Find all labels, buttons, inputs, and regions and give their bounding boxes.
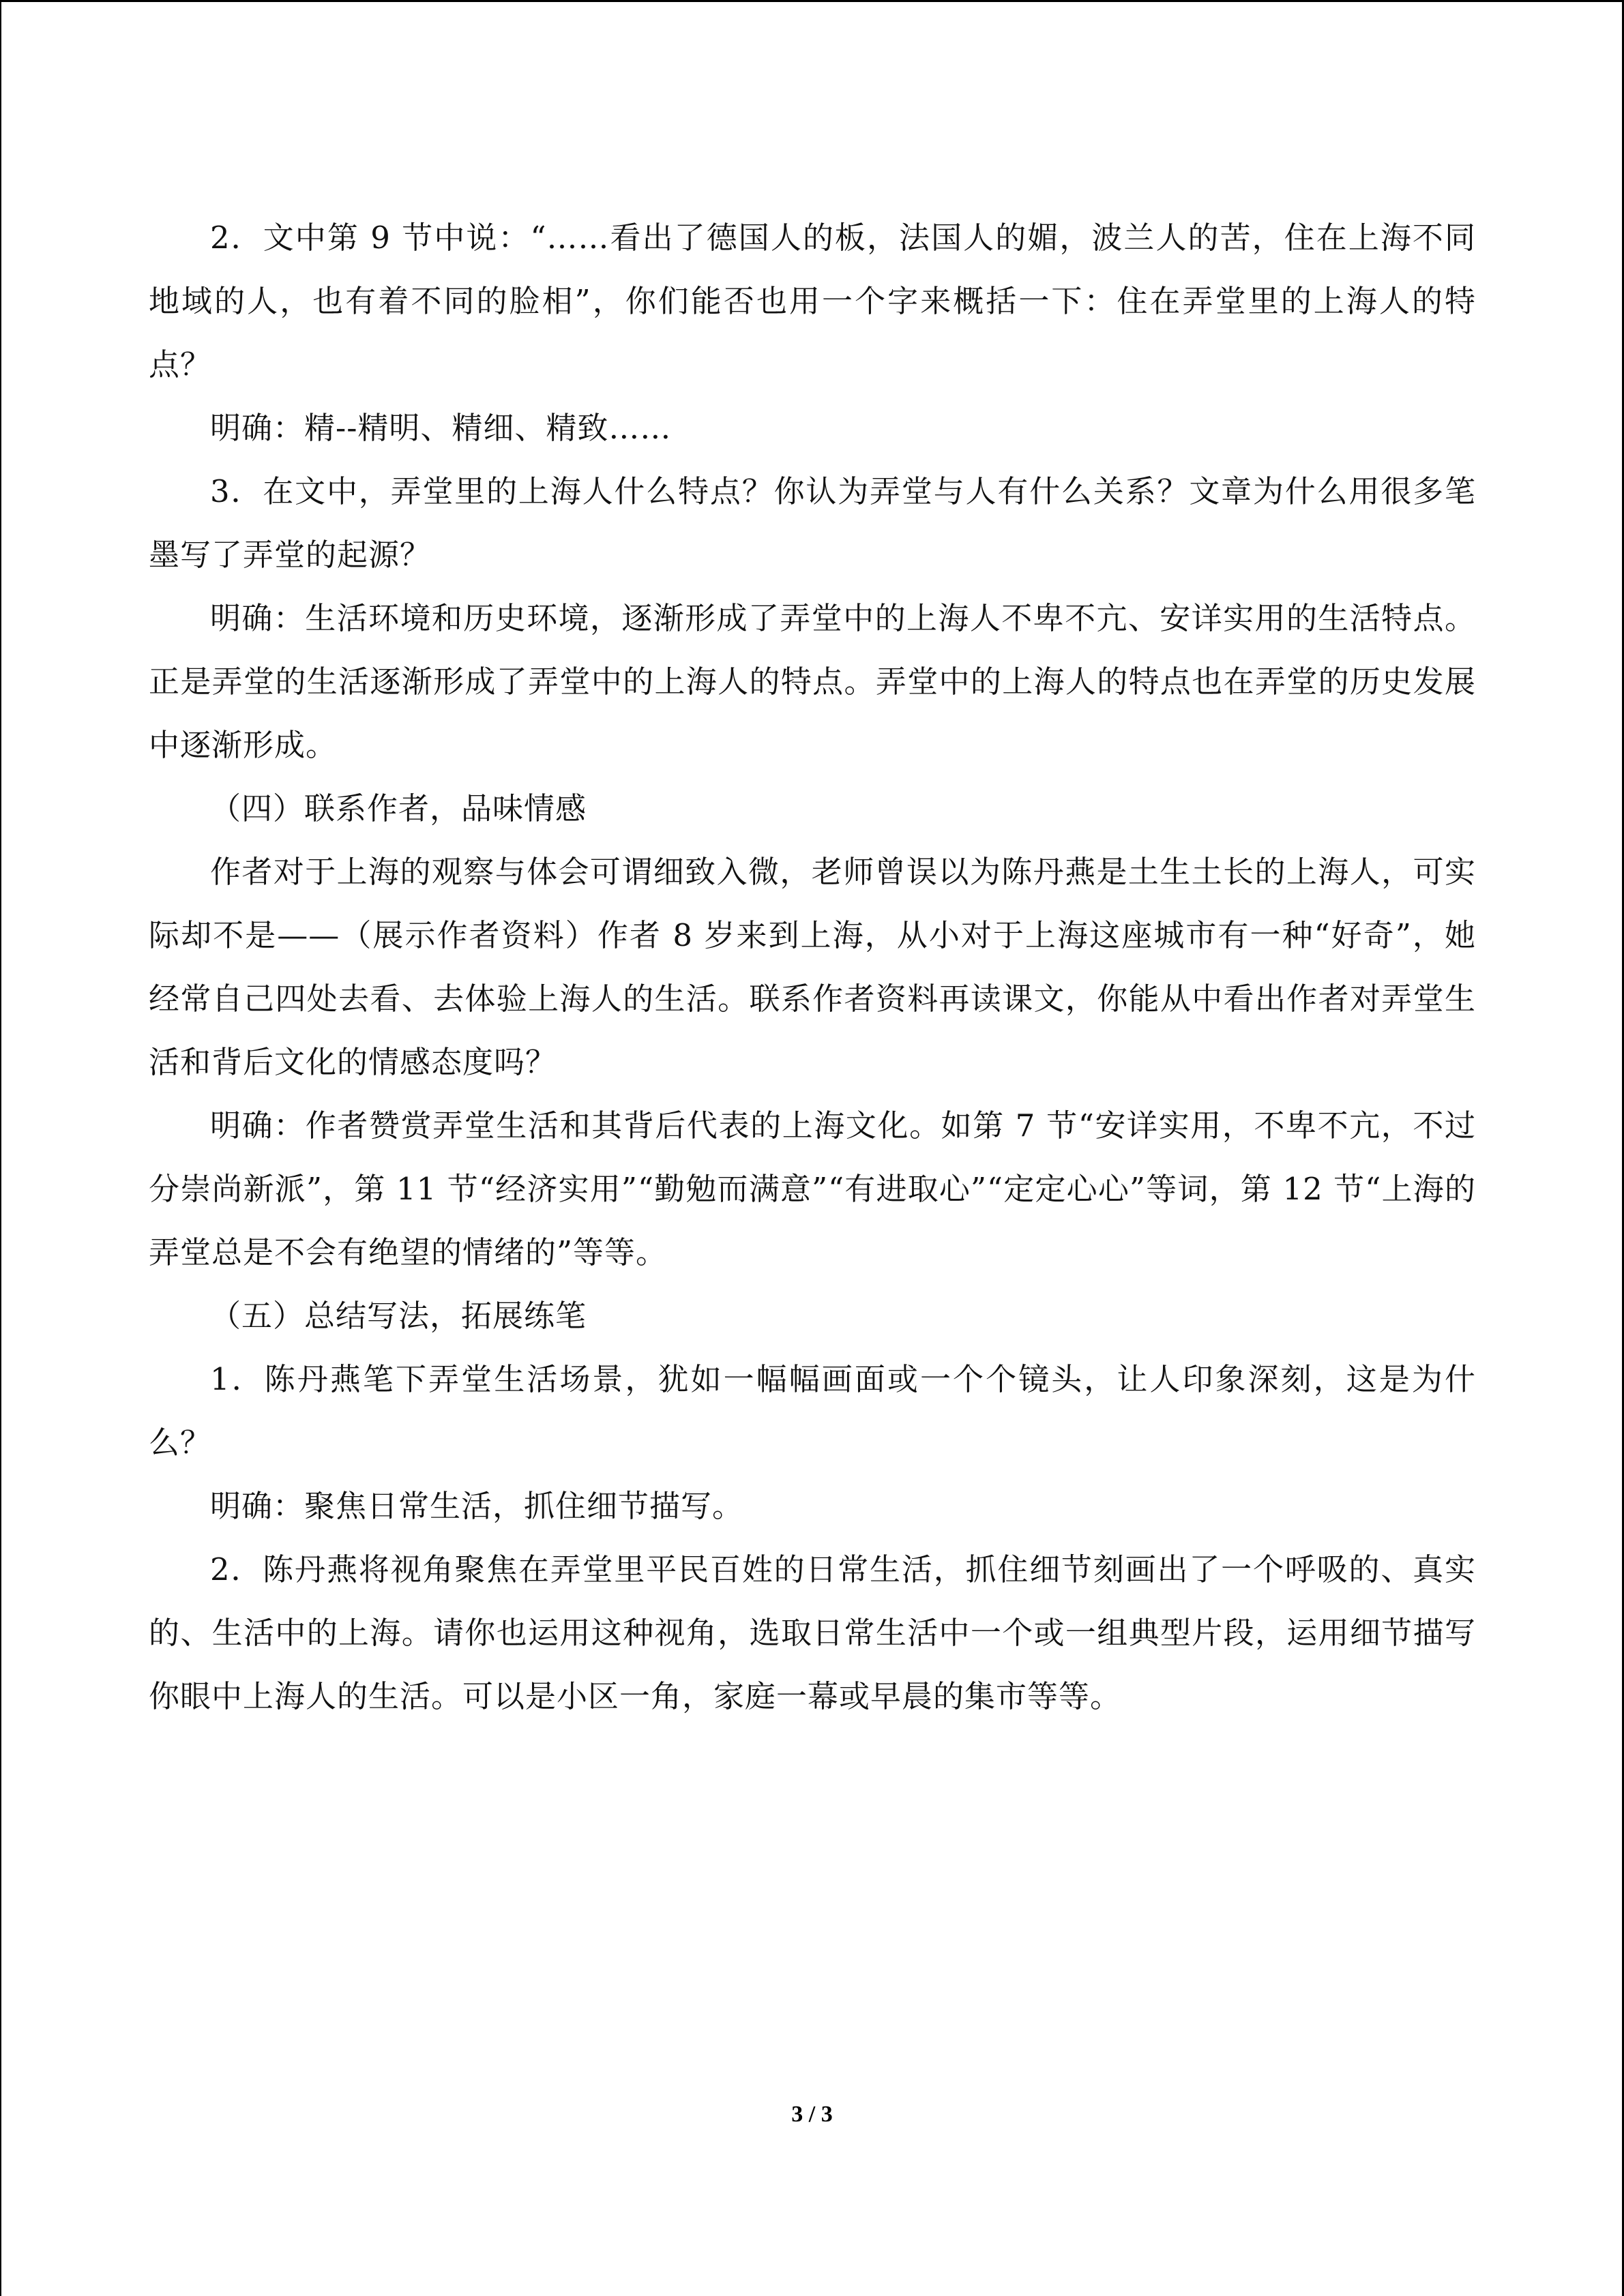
- summary-question-1-paragraph: 1．陈丹燕笔下弄堂生活场景，犹如一幅幅画面或一个个镜头，让人印象深刻，这是为什么？: [149, 1361, 1476, 1461]
- section-heading-4: （四）联系作者，品味情感: [210, 790, 587, 826]
- page-border-left: [0, 0, 1, 2296]
- question-2-paragraph: 2．文中第 9 节中说：“……看出了德国人的板，法国人的媚，波兰人的苦，住在上海不同地域的人，也有着不同的脸相”，你们能否也用一个字来概括一下：住在弄堂里的上海人的特点？: [149, 220, 1476, 383]
- author-context-paragraph: 作者对于上海的观察与体会可谓细致入微，老师曾误以为陈丹燕是土生土长的上海人，可实际却不是——（展示作者资料）作者 8 岁来到上海，从小对于上海这座城市有一种“好奇”，她经常自己四处去看、去体验上海人的生活。联系作者资料再读课文，你能从中看出作者对弄堂生活和背后文化的情感态度吗？: [149, 854, 1476, 1080]
- answer-2-paragraph: 明确：精--精明、精细、精致……: [210, 410, 672, 446]
- writing-task-paragraph: 2．陈丹燕将视角聚焦在弄堂里平民百姓的日常生活，抓住细节刻画出了一个呼吸的、真实的、生活中的上海。请你也运用这种视角，选取日常生活中一个或一组典型片段，运用细节描写你眼中上海人的生活。可以是小区一角，家庭一幕或早晨的集市等等。: [149, 1551, 1476, 1714]
- section-heading-5: （五）总结写法，拓展练笔: [210, 1298, 587, 1334]
- document-body: [149, 206, 1476, 1728]
- page-number: 3 / 3: [791, 2102, 833, 2127]
- page-border-top: [0, 0, 1624, 2]
- answer-3-paragraph: 明确：生活环境和历史环境，逐渐形成了弄堂中的上海人不卑不亢、安详实用的生活特点。正是弄堂的生活逐渐形成了弄堂中的上海人的特点。弄堂中的上海人的特点也在弄堂的历史发展中逐渐形成。: [149, 600, 1476, 763]
- summary-answer-1-paragraph: 明确：聚焦日常生活，抓住细节描写。: [210, 1488, 744, 1524]
- author-answer-paragraph: 明确：作者赞赏弄堂生活和其背后代表的上海文化。如第 7 节“安详实用，不卑不亢，不过分崇尚新派”，第 11 节“经济实用”“勤勉而满意”“有进取心”“定定心心”等词，第 12 节“上海的弄堂总是不会有绝望的情绪的”等等。: [149, 1107, 1476, 1270]
- question-3-paragraph: 3．在文中，弄堂里的上海人什么特点？你认为弄堂与人有什么关系？文章为什么用很多笔墨写了弄堂的起源？: [149, 473, 1476, 573]
